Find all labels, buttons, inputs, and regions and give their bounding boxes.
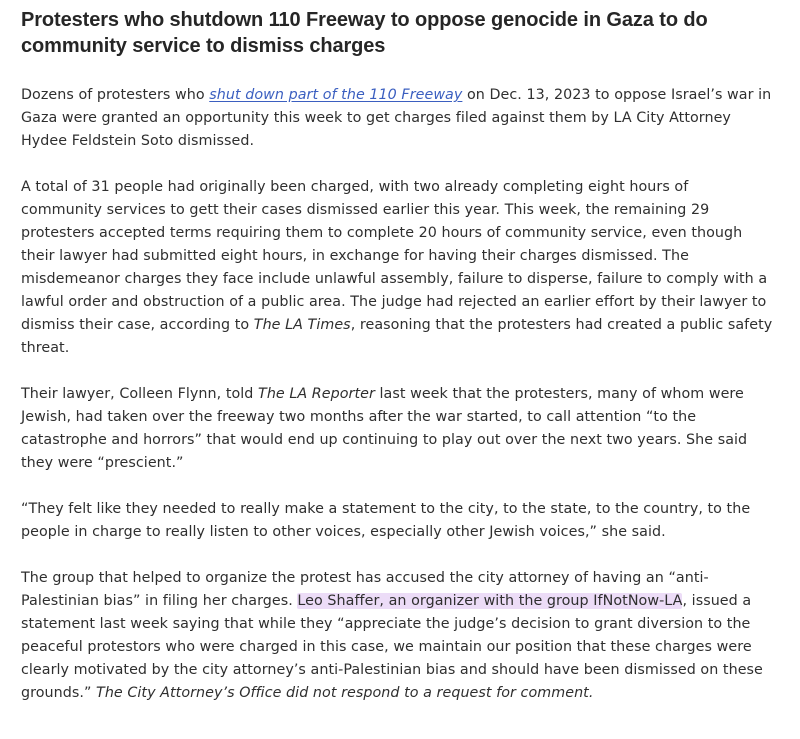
paragraph-5-text-start: The group that helped to organize the protest has accused the city attorney of having an “anti-Palestinian bias” in filing her charges. xyxy=(21,570,709,609)
highlighted-organizer-text: Leo Shaffer, an organizer with the group IfNotNow-LA xyxy=(297,593,683,609)
paragraph-3-text-end: last week that the protesters, many of whom were Jewish, had taken over the freeway two months after the war started, to call attention “to the catastrophe and horrors” that would end up continuing to play out over the next two years. She said they were “prescient.” xyxy=(21,386,748,471)
la-reporter-citation: The LA Reporter xyxy=(258,386,375,402)
paragraph-1-text-start: Dozens of protesters who xyxy=(21,87,210,103)
paragraph-3 xyxy=(21,383,773,475)
paragraph-3-text-start: Their lawyer, Colleen Flynn, told xyxy=(21,386,259,402)
article xyxy=(21,0,773,705)
paragraph-1 xyxy=(21,84,773,153)
paragraph-4-quote: “They felt like they needed to really make a statement to the city, to the state, to the country, to the people in charge to really listen to other voices, especially other Jewish voices,” she said. xyxy=(21,501,751,540)
city-attorney-no-response-note: The City Attorney’s Office did not respond to a request for comment. xyxy=(96,685,594,701)
paragraph-5 xyxy=(21,567,773,705)
paragraph-2 xyxy=(21,176,773,360)
freeway-shutdown-link[interactable]: shut down part of the 110 Freeway xyxy=(209,87,463,103)
paragraph-1-text-end: on Dec. 13, 2023 to oppose Israel’s war in Gaza were granted an opportunity this week to get charges filed against them by LA City Attorney Hydee Feldstein Soto dismissed. xyxy=(21,87,772,149)
la-times-citation: The LA Times xyxy=(253,317,351,333)
article-headline: Protesters who shutdown 110 Freeway to oppose genocide in Gaza to do community service to dismiss charges xyxy=(21,9,708,57)
paragraph-2-text-start: A total of 31 people had originally been charged, with two already completing eight hours of community services to gett their cases dismissed earlier this year. This week, the remaining 29 protesters accepted terms requiring them to complete 20 hours of community service, even though their lawyer had submitted eight hours, in exchange for having their charges dismissed. The misdemeanor charges they face include unlawful assembly, failure to disperse, failure to comply with a lawful order and obstruction of a public area. The judge had rejected an earlier effort by their lawyer to dismiss their case, according to xyxy=(21,179,768,333)
paragraph-2-text-end: , reasoning that the protesters had created a public safety threat. xyxy=(21,317,773,356)
paragraph-5-text-middle: , issued a statement last week saying that while they “appreciate the judge’s decision to grant diversion to the peaceful protestors who were charged in this case, we maintain our position that these charges were clearly motivated by the city attorney’s anti-Palestinian bias and should have been dismissed on these grounds.” xyxy=(21,593,763,701)
